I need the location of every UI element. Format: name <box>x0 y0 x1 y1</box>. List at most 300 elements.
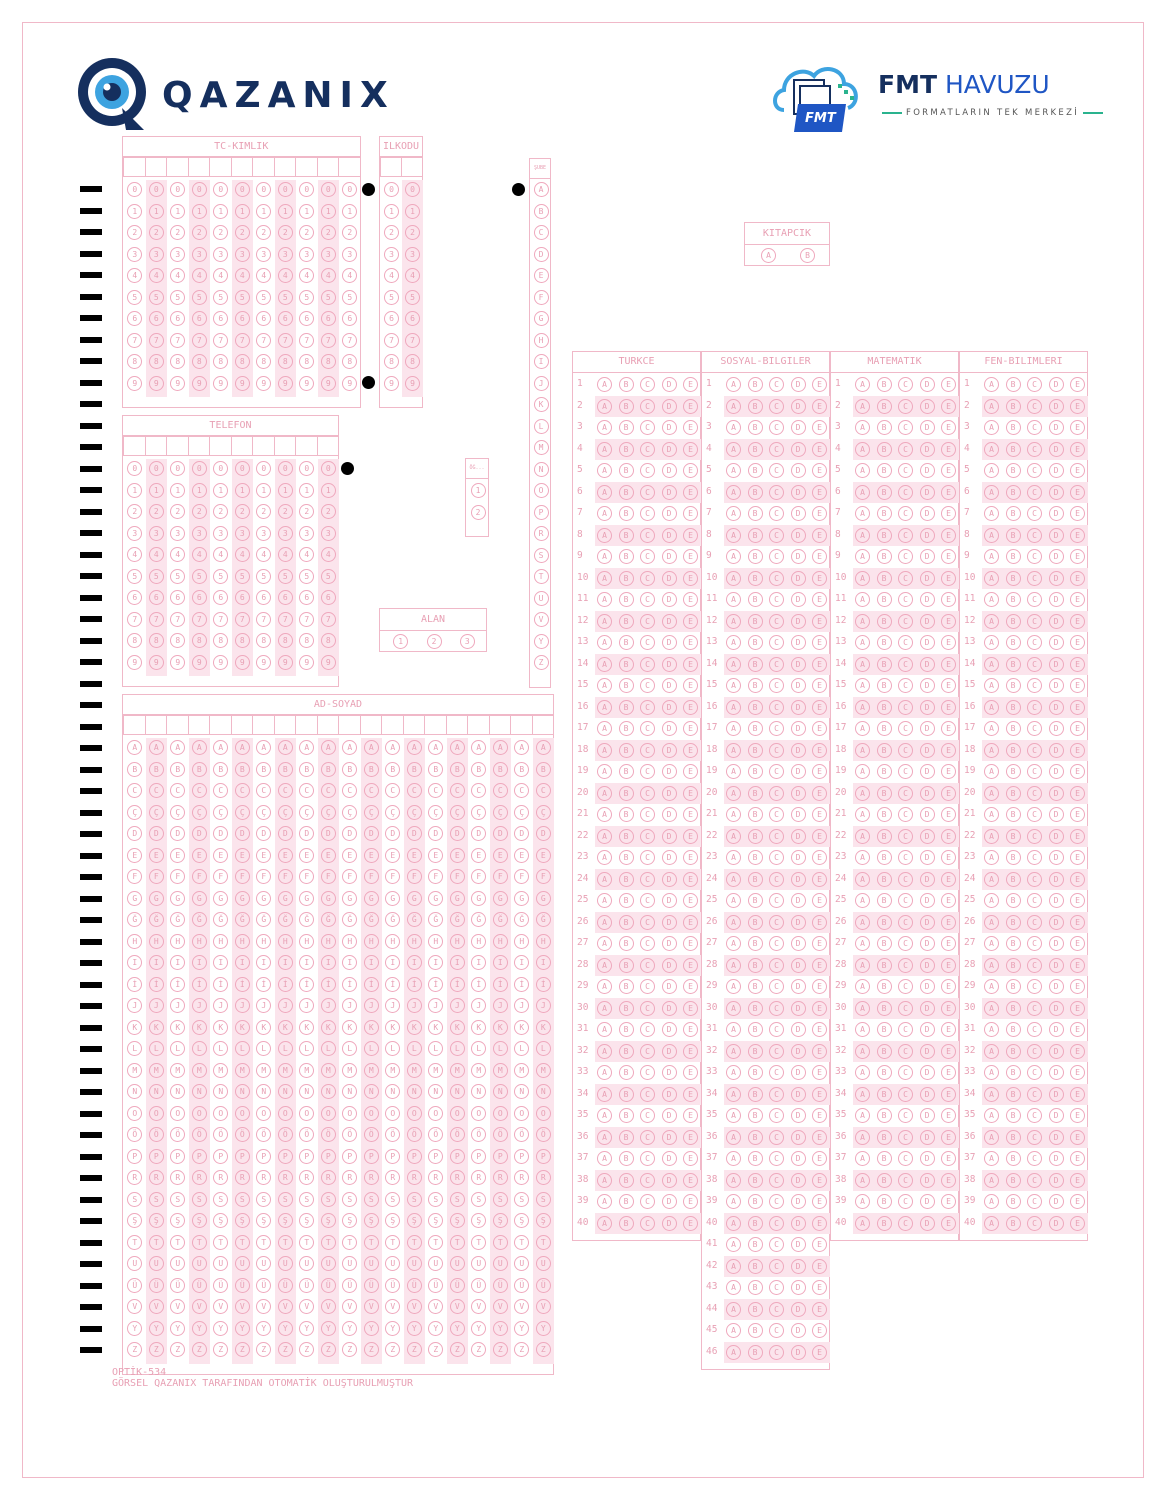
answer-bubble[interactable]: B <box>748 1280 763 1295</box>
ad-soyad-bubble[interactable]: B <box>428 762 443 777</box>
answer-bubble[interactable]: C <box>1027 678 1042 693</box>
ad-soyad-bubble[interactable]: Ö <box>170 1127 185 1142</box>
answer-bubble[interactable]: D <box>662 485 677 500</box>
answer-bubble[interactable]: C <box>640 721 655 736</box>
ad-soyad-bubble[interactable]: F <box>364 869 379 884</box>
ad-soyad-bubble[interactable]: Y <box>127 1321 142 1336</box>
answer-bubble[interactable]: C <box>1027 1065 1042 1080</box>
ilkodu-bubble[interactable]: 8 <box>384 354 399 369</box>
answer-bubble[interactable]: E <box>1070 958 1085 973</box>
ad-soyad-bubble[interactable]: Ç <box>213 805 228 820</box>
ad-soyad-bubble[interactable]: Y <box>256 1321 271 1336</box>
answer-bubble[interactable]: D <box>920 1216 935 1231</box>
answer-bubble[interactable]: D <box>662 700 677 715</box>
answer-bubble[interactable]: B <box>619 743 634 758</box>
ad-soyad-bubble[interactable]: P <box>536 1149 551 1164</box>
ad-soyad-bubble[interactable]: B <box>192 762 207 777</box>
ad-soyad-bubble[interactable]: F <box>170 869 185 884</box>
answer-bubble[interactable]: A <box>855 463 870 478</box>
telefon-bubble[interactable]: 6 <box>127 590 142 605</box>
answer-bubble[interactable]: D <box>1049 678 1064 693</box>
answer-bubble[interactable]: C <box>769 1151 784 1166</box>
ad-soyad-bubble[interactable]: E <box>514 848 529 863</box>
ad-soyad-bubble[interactable]: M <box>192 1063 207 1078</box>
answer-bubble[interactable]: A <box>984 872 999 887</box>
ad-soyad-bubble[interactable]: Ş <box>493 1213 508 1228</box>
answer-bubble[interactable]: C <box>1027 549 1042 564</box>
answer-bubble[interactable]: C <box>1027 915 1042 930</box>
answer-bubble[interactable]: A <box>597 614 612 629</box>
answer-bubble[interactable]: C <box>1027 1194 1042 1209</box>
ad-soyad-bubble[interactable]: J <box>471 998 486 1013</box>
ad-soyad-bubble[interactable]: J <box>278 998 293 1013</box>
ad-soyad-bubble[interactable]: U <box>299 1256 314 1271</box>
answer-bubble[interactable]: A <box>855 614 870 629</box>
ad-soyad-bubble[interactable]: Z <box>407 1342 422 1357</box>
answer-bubble[interactable]: A <box>726 1044 741 1059</box>
answer-bubble[interactable]: B <box>1006 377 1021 392</box>
answer-bubble[interactable]: B <box>748 1345 763 1360</box>
ad-soyad-bubble[interactable]: T <box>407 1235 422 1250</box>
answer-bubble[interactable]: D <box>920 850 935 865</box>
answer-bubble[interactable]: B <box>1006 1001 1021 1016</box>
answer-bubble[interactable]: D <box>1049 1194 1064 1209</box>
answer-bubble[interactable]: D <box>662 979 677 994</box>
answer-bubble[interactable]: C <box>640 592 655 607</box>
ad-soyad-bubble[interactable]: Ü <box>428 1278 443 1293</box>
ad-soyad-bubble[interactable]: R <box>514 1170 529 1185</box>
ad-soyad-bubble[interactable]: Ü <box>213 1278 228 1293</box>
ad-soyad-write-box[interactable] <box>467 715 490 735</box>
ad-soyad-bubble[interactable]: S <box>299 1192 314 1207</box>
ad-soyad-bubble[interactable]: Ş <box>192 1213 207 1228</box>
answer-bubble[interactable]: E <box>683 936 698 951</box>
answer-bubble[interactable]: A <box>984 807 999 822</box>
ad-soyad-bubble[interactable]: T <box>192 1235 207 1250</box>
ad-soyad-bubble[interactable]: U <box>235 1256 250 1271</box>
sube-bubble[interactable]: N <box>534 462 549 477</box>
answer-bubble[interactable]: C <box>898 786 913 801</box>
ad-soyad-bubble[interactable]: Ğ <box>342 912 357 927</box>
answer-bubble[interactable]: D <box>920 485 935 500</box>
answer-bubble[interactable]: D <box>791 1087 806 1102</box>
sube-bubble[interactable]: R <box>534 526 549 541</box>
ad-soyad-write-box[interactable] <box>338 715 361 735</box>
answer-bubble[interactable]: E <box>1070 1087 1085 1102</box>
tc-kimlik-bubble[interactable]: 2 <box>342 225 357 240</box>
ad-soyad-bubble[interactable]: Ö <box>149 1127 164 1142</box>
ilkodu-bubble[interactable]: 4 <box>405 268 420 283</box>
answer-bubble[interactable]: D <box>1049 1044 1064 1059</box>
answer-bubble[interactable]: E <box>941 700 956 715</box>
ad-soyad-bubble[interactable]: A <box>407 740 422 755</box>
answer-bubble[interactable]: B <box>748 528 763 543</box>
tc-kimlik-write-box[interactable] <box>166 157 189 177</box>
ad-soyad-bubble[interactable]: V <box>299 1299 314 1314</box>
tc-kimlik-bubble[interactable]: 0 <box>278 182 293 197</box>
answer-bubble[interactable]: B <box>877 700 892 715</box>
telefon-bubble[interactable]: 1 <box>299 483 314 498</box>
ad-soyad-bubble[interactable]: C <box>342 783 357 798</box>
ad-soyad-bubble[interactable]: C <box>299 783 314 798</box>
telefon-bubble[interactable]: 6 <box>321 590 336 605</box>
answer-bubble[interactable]: B <box>877 958 892 973</box>
answer-bubble[interactable]: D <box>920 463 935 478</box>
ad-soyad-bubble[interactable]: Ö <box>256 1127 271 1142</box>
ad-soyad-bubble[interactable]: U <box>342 1256 357 1271</box>
ad-soyad-bubble[interactable]: H <box>536 934 551 949</box>
ad-soyad-bubble[interactable]: N <box>235 1084 250 1099</box>
answer-bubble[interactable]: E <box>941 678 956 693</box>
answer-bubble[interactable]: C <box>898 979 913 994</box>
ad-soyad-bubble[interactable]: Y <box>278 1321 293 1336</box>
answer-bubble[interactable]: C <box>769 549 784 564</box>
answer-bubble[interactable]: A <box>726 1237 741 1252</box>
answer-bubble[interactable]: B <box>877 657 892 672</box>
ad-soyad-bubble[interactable]: F <box>514 869 529 884</box>
tc-kimlik-bubble[interactable]: 4 <box>213 268 228 283</box>
answer-bubble[interactable]: C <box>769 592 784 607</box>
ad-soyad-bubble[interactable]: Ş <box>256 1213 271 1228</box>
answer-bubble[interactable]: C <box>769 850 784 865</box>
tc-kimlik-bubble[interactable]: 7 <box>192 333 207 348</box>
answer-bubble[interactable]: E <box>941 893 956 908</box>
answer-bubble[interactable]: B <box>619 1087 634 1102</box>
answer-bubble[interactable]: A <box>597 377 612 392</box>
tc-kimlik-bubble[interactable]: 7 <box>170 333 185 348</box>
telefon-write-box[interactable] <box>317 436 340 456</box>
tc-kimlik-bubble[interactable]: 6 <box>170 311 185 326</box>
answer-bubble[interactable]: B <box>1006 506 1021 521</box>
ad-soyad-bubble[interactable]: V <box>192 1299 207 1314</box>
answer-bubble[interactable]: C <box>1027 893 1042 908</box>
answer-bubble[interactable]: B <box>619 506 634 521</box>
answer-bubble[interactable]: E <box>941 614 956 629</box>
answer-bubble[interactable]: B <box>1006 721 1021 736</box>
answer-bubble[interactable]: A <box>597 420 612 435</box>
answer-bubble[interactable]: E <box>683 1173 698 1188</box>
ad-soyad-bubble[interactable]: H <box>493 934 508 949</box>
telefon-write-box[interactable] <box>166 436 189 456</box>
ad-soyad-bubble[interactable]: M <box>471 1063 486 1078</box>
answer-bubble[interactable]: E <box>683 915 698 930</box>
telefon-bubble[interactable]: 7 <box>192 612 207 627</box>
ad-soyad-bubble[interactable]: V <box>407 1299 422 1314</box>
answer-bubble[interactable]: A <box>726 1001 741 1016</box>
ad-soyad-bubble[interactable]: Ö <box>278 1127 293 1142</box>
answer-bubble[interactable]: D <box>791 1108 806 1123</box>
ad-soyad-bubble[interactable]: F <box>127 869 142 884</box>
ad-soyad-bubble[interactable]: İ <box>299 977 314 992</box>
answer-bubble[interactable]: C <box>640 1065 655 1080</box>
ad-soyad-bubble[interactable]: P <box>471 1149 486 1164</box>
ad-soyad-bubble[interactable]: U <box>364 1256 379 1271</box>
ad-soyad-bubble[interactable]: İ <box>407 977 422 992</box>
answer-bubble[interactable]: C <box>1027 1130 1042 1145</box>
ad-soyad-bubble[interactable]: L <box>321 1041 336 1056</box>
sube-bubble[interactable]: S <box>534 548 549 563</box>
answer-bubble[interactable]: D <box>920 592 935 607</box>
answer-bubble[interactable]: A <box>726 1173 741 1188</box>
ad-soyad-bubble[interactable]: T <box>278 1235 293 1250</box>
answer-bubble[interactable]: B <box>619 872 634 887</box>
answer-bubble[interactable]: B <box>1006 635 1021 650</box>
ad-soyad-bubble[interactable]: U <box>213 1256 228 1271</box>
tc-kimlik-bubble[interactable]: 4 <box>192 268 207 283</box>
ad-soyad-bubble[interactable]: K <box>170 1020 185 1035</box>
ad-soyad-bubble[interactable]: H <box>385 934 400 949</box>
ad-soyad-bubble[interactable]: Ö <box>536 1127 551 1142</box>
ad-soyad-bubble[interactable]: I <box>536 955 551 970</box>
answer-bubble[interactable]: B <box>877 936 892 951</box>
answer-bubble[interactable]: A <box>597 571 612 586</box>
answer-bubble[interactable]: D <box>1049 614 1064 629</box>
sube-bubble[interactable]: Y <box>534 634 549 649</box>
answer-bubble[interactable]: A <box>855 1044 870 1059</box>
answer-bubble[interactable]: E <box>812 764 827 779</box>
answer-bubble[interactable]: D <box>791 463 806 478</box>
answer-bubble[interactable]: D <box>662 743 677 758</box>
telefon-bubble[interactable]: 9 <box>127 655 142 670</box>
answer-bubble[interactable]: B <box>748 850 763 865</box>
answer-bubble[interactable]: E <box>812 979 827 994</box>
ad-soyad-bubble[interactable]: C <box>514 783 529 798</box>
answer-bubble[interactable]: B <box>877 549 892 564</box>
ad-soyad-bubble[interactable]: Ş <box>364 1213 379 1228</box>
tc-kimlik-bubble[interactable]: 1 <box>256 204 271 219</box>
ad-soyad-bubble[interactable]: R <box>450 1170 465 1185</box>
answer-bubble[interactable]: A <box>597 893 612 908</box>
answer-bubble[interactable]: B <box>877 506 892 521</box>
answer-bubble[interactable]: C <box>898 1173 913 1188</box>
tc-kimlik-bubble[interactable]: 8 <box>235 354 250 369</box>
ad-soyad-bubble[interactable]: B <box>149 762 164 777</box>
answer-bubble[interactable]: C <box>898 1108 913 1123</box>
answer-bubble[interactable]: A <box>855 442 870 457</box>
answer-bubble[interactable]: D <box>791 743 806 758</box>
answer-bubble[interactable]: E <box>812 635 827 650</box>
ad-soyad-bubble[interactable]: Ğ <box>514 912 529 927</box>
ad-soyad-bubble[interactable]: O <box>170 1106 185 1121</box>
answer-bubble[interactable]: E <box>1070 764 1085 779</box>
telefon-bubble[interactable]: 9 <box>321 655 336 670</box>
answer-bubble[interactable]: D <box>920 1130 935 1145</box>
ad-soyad-bubble[interactable]: V <box>321 1299 336 1314</box>
answer-bubble[interactable]: E <box>941 657 956 672</box>
tc-kimlik-bubble[interactable]: 9 <box>235 376 250 391</box>
answer-bubble[interactable]: C <box>769 1173 784 1188</box>
telefon-write-box[interactable] <box>188 436 211 456</box>
answer-bubble[interactable]: A <box>726 979 741 994</box>
ad-soyad-bubble[interactable]: İ <box>321 977 336 992</box>
telefon-write-box[interactable] <box>295 436 318 456</box>
telefon-write-box[interactable] <box>231 436 254 456</box>
telefon-bubble[interactable]: 5 <box>256 569 271 584</box>
ad-soyad-bubble[interactable]: N <box>256 1084 271 1099</box>
answer-bubble[interactable]: B <box>748 614 763 629</box>
ad-soyad-bubble[interactable]: Ö <box>213 1127 228 1142</box>
ad-soyad-bubble[interactable]: H <box>342 934 357 949</box>
ad-soyad-bubble[interactable]: H <box>471 934 486 949</box>
ad-soyad-write-box[interactable] <box>209 715 232 735</box>
answer-bubble[interactable]: C <box>898 571 913 586</box>
answer-bubble[interactable]: D <box>791 442 806 457</box>
ad-soyad-bubble[interactable]: F <box>213 869 228 884</box>
ad-soyad-bubble[interactable]: Ş <box>342 1213 357 1228</box>
telefon-bubble[interactable]: 6 <box>213 590 228 605</box>
ad-soyad-bubble[interactable]: T <box>321 1235 336 1250</box>
ad-soyad-bubble[interactable]: G <box>299 891 314 906</box>
answer-bubble[interactable]: B <box>1006 592 1021 607</box>
telefon-bubble[interactable]: 0 <box>235 461 250 476</box>
telefon-bubble[interactable]: 3 <box>149 526 164 541</box>
answer-bubble[interactable]: E <box>812 1259 827 1274</box>
answer-bubble[interactable]: E <box>941 1130 956 1145</box>
ad-soyad-bubble[interactable]: U <box>127 1256 142 1271</box>
answer-bubble[interactable]: C <box>640 829 655 844</box>
ad-soyad-bubble[interactable]: Ğ <box>364 912 379 927</box>
ad-soyad-bubble[interactable]: Ü <box>342 1278 357 1293</box>
answer-bubble[interactable]: C <box>640 1173 655 1188</box>
telefon-bubble[interactable]: 3 <box>299 526 314 541</box>
ad-soyad-bubble[interactable]: Ü <box>385 1278 400 1293</box>
answer-bubble[interactable]: C <box>898 850 913 865</box>
answer-bubble[interactable]: C <box>898 678 913 693</box>
answer-bubble[interactable]: D <box>920 1044 935 1059</box>
ad-soyad-bubble[interactable]: G <box>278 891 293 906</box>
answer-bubble[interactable]: E <box>1070 485 1085 500</box>
answer-bubble[interactable]: E <box>941 635 956 650</box>
answer-bubble[interactable]: E <box>812 1280 827 1295</box>
answer-bubble[interactable]: A <box>597 1151 612 1166</box>
answer-bubble[interactable]: E <box>812 1022 827 1037</box>
answer-bubble[interactable]: D <box>1049 872 1064 887</box>
answer-bubble[interactable]: E <box>683 1216 698 1231</box>
ad-soyad-bubble[interactable]: N <box>364 1084 379 1099</box>
answer-bubble[interactable]: B <box>619 786 634 801</box>
answer-bubble[interactable]: C <box>769 764 784 779</box>
answer-bubble[interactable]: A <box>855 807 870 822</box>
answer-bubble[interactable]: A <box>726 1194 741 1209</box>
answer-bubble[interactable]: D <box>1049 1087 1064 1102</box>
answer-bubble[interactable]: A <box>597 678 612 693</box>
answer-bubble[interactable]: D <box>662 764 677 779</box>
ad-soyad-bubble[interactable]: Z <box>471 1342 486 1357</box>
telefon-bubble[interactable]: 5 <box>192 569 207 584</box>
ad-soyad-bubble[interactable]: G <box>450 891 465 906</box>
answer-bubble[interactable]: E <box>812 893 827 908</box>
ad-soyad-bubble[interactable]: G <box>321 891 336 906</box>
answer-bubble[interactable]: B <box>748 1022 763 1037</box>
ad-soyad-bubble[interactable]: F <box>299 869 314 884</box>
telefon-bubble[interactable]: 1 <box>213 483 228 498</box>
answer-bubble[interactable]: A <box>984 528 999 543</box>
answer-bubble[interactable]: B <box>1006 420 1021 435</box>
answer-bubble[interactable]: D <box>791 1280 806 1295</box>
answer-bubble[interactable]: A <box>984 614 999 629</box>
ad-soyad-bubble[interactable]: E <box>385 848 400 863</box>
ad-soyad-bubble[interactable]: L <box>213 1041 228 1056</box>
ad-soyad-bubble[interactable]: Ü <box>299 1278 314 1293</box>
answer-bubble[interactable]: D <box>920 893 935 908</box>
answer-bubble[interactable]: E <box>941 807 956 822</box>
tc-kimlik-bubble[interactable]: 0 <box>299 182 314 197</box>
answer-bubble[interactable]: A <box>855 528 870 543</box>
ad-soyad-bubble[interactable]: J <box>235 998 250 1013</box>
ad-soyad-bubble[interactable]: D <box>213 826 228 841</box>
answer-bubble[interactable]: A <box>855 1216 870 1231</box>
tc-kimlik-bubble[interactable]: 0 <box>192 182 207 197</box>
answer-bubble[interactable]: D <box>791 399 806 414</box>
answer-bubble[interactable]: A <box>855 1151 870 1166</box>
ad-soyad-bubble[interactable]: S <box>235 1192 250 1207</box>
ad-soyad-bubble[interactable]: Y <box>342 1321 357 1336</box>
answer-bubble[interactable]: B <box>748 893 763 908</box>
telefon-write-box[interactable] <box>145 436 168 456</box>
ad-soyad-bubble[interactable]: Ğ <box>493 912 508 927</box>
answer-bubble[interactable]: B <box>1006 1087 1021 1102</box>
tc-kimlik-write-box[interactable] <box>209 157 232 177</box>
ad-soyad-bubble[interactable]: Ğ <box>213 912 228 927</box>
ad-soyad-bubble[interactable]: P <box>149 1149 164 1164</box>
ad-soyad-bubble[interactable]: I <box>278 955 293 970</box>
ad-soyad-bubble[interactable]: C <box>149 783 164 798</box>
tc-kimlik-bubble[interactable]: 4 <box>235 268 250 283</box>
tc-kimlik-bubble[interactable]: 9 <box>256 376 271 391</box>
ad-soyad-bubble[interactable]: A <box>493 740 508 755</box>
answer-bubble[interactable]: B <box>619 1044 634 1059</box>
answer-bubble[interactable]: C <box>640 571 655 586</box>
answer-bubble[interactable]: A <box>984 979 999 994</box>
telefon-bubble[interactable]: 1 <box>170 483 185 498</box>
answer-bubble[interactable]: D <box>791 1302 806 1317</box>
ad-soyad-bubble[interactable]: S <box>256 1192 271 1207</box>
tc-kimlik-write-box[interactable] <box>188 157 211 177</box>
ad-soyad-bubble[interactable]: N <box>514 1084 529 1099</box>
answer-bubble[interactable]: A <box>855 1130 870 1145</box>
ad-soyad-bubble[interactable]: B <box>235 762 250 777</box>
answer-bubble[interactable]: A <box>984 764 999 779</box>
answer-bubble[interactable]: A <box>855 1173 870 1188</box>
answer-bubble[interactable]: B <box>1006 1173 1021 1188</box>
telefon-bubble[interactable]: 5 <box>127 569 142 584</box>
answer-bubble[interactable]: E <box>941 442 956 457</box>
ad-soyad-bubble[interactable]: D <box>278 826 293 841</box>
telefon-bubble[interactable]: 1 <box>235 483 250 498</box>
ad-soyad-bubble[interactable]: P <box>407 1149 422 1164</box>
ad-soyad-bubble[interactable]: U <box>450 1256 465 1271</box>
answer-bubble[interactable]: D <box>791 420 806 435</box>
answer-bubble[interactable]: C <box>898 872 913 887</box>
ad-soyad-bubble[interactable]: I <box>235 955 250 970</box>
answer-bubble[interactable]: B <box>748 635 763 650</box>
answer-bubble[interactable]: E <box>683 764 698 779</box>
answer-bubble[interactable]: D <box>791 1237 806 1252</box>
tc-kimlik-bubble[interactable]: 1 <box>321 204 336 219</box>
answer-bubble[interactable]: B <box>748 506 763 521</box>
answer-bubble[interactable]: B <box>1006 614 1021 629</box>
ad-soyad-bubble[interactable]: U <box>321 1256 336 1271</box>
tc-kimlik-bubble[interactable]: 1 <box>342 204 357 219</box>
ad-soyad-bubble[interactable]: Ş <box>471 1213 486 1228</box>
answer-bubble[interactable]: E <box>683 442 698 457</box>
answer-bubble[interactable]: A <box>855 1065 870 1080</box>
ad-soyad-bubble[interactable]: K <box>536 1020 551 1035</box>
ad-soyad-bubble[interactable]: Ç <box>127 805 142 820</box>
answer-bubble[interactable]: A <box>597 743 612 758</box>
tc-kimlik-bubble[interactable]: 3 <box>213 247 228 262</box>
ad-soyad-bubble[interactable]: Ü <box>407 1278 422 1293</box>
